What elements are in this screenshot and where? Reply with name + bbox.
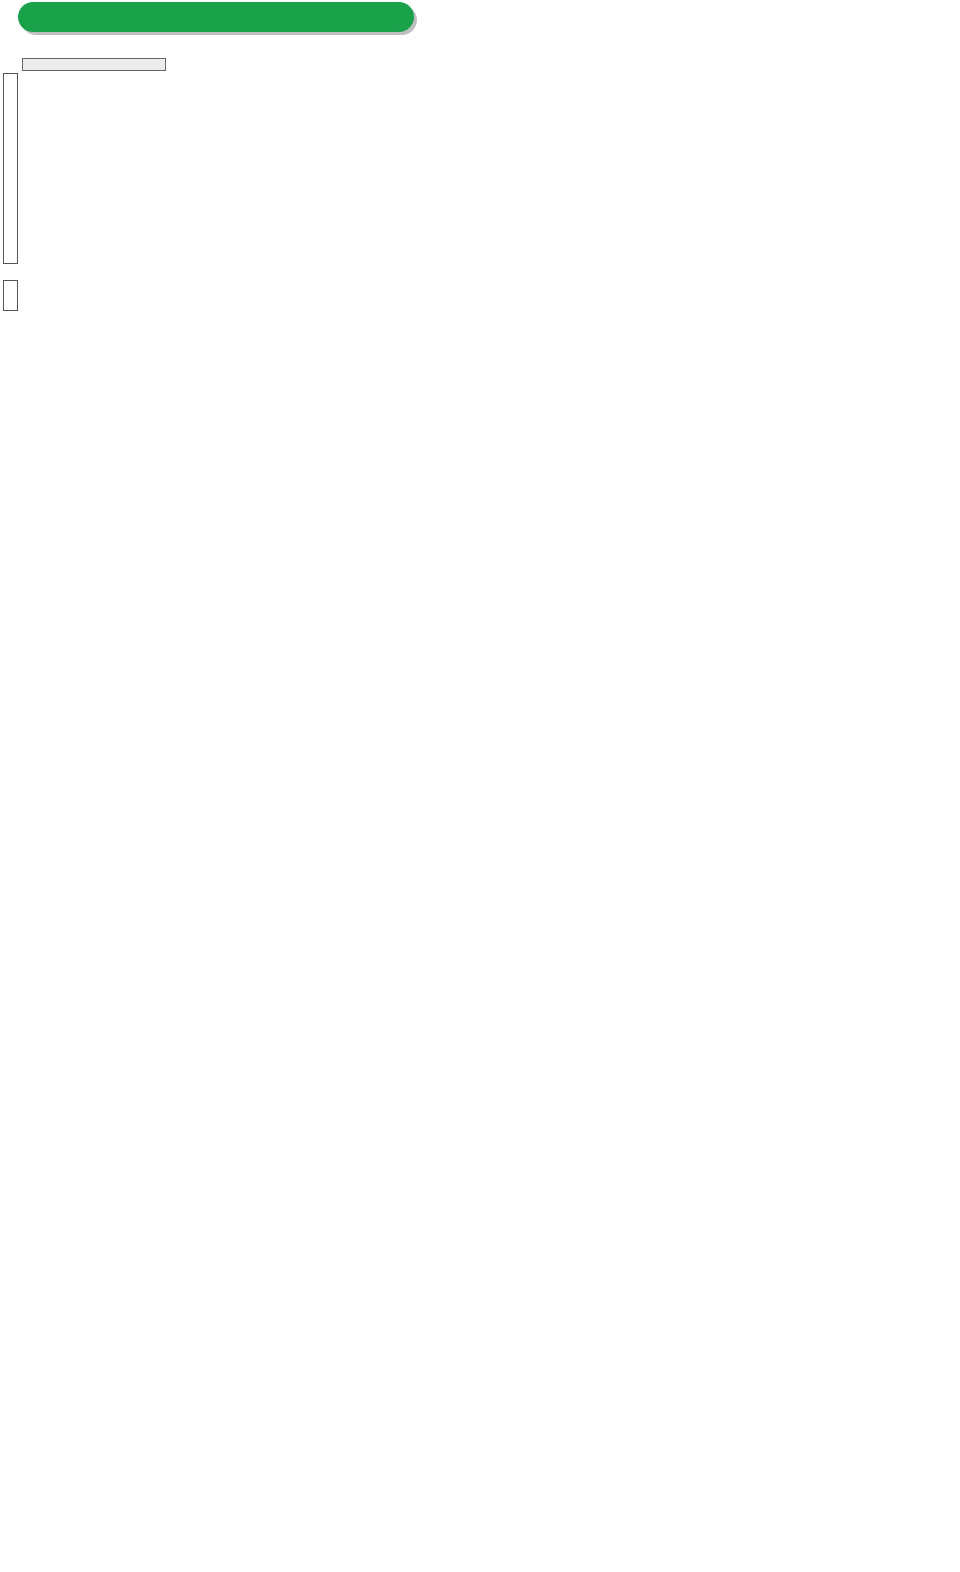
- section-podora-przejsciowa: [496, 308, 960, 618]
- cell: [22, 98, 58, 111]
- group-label: [3, 280, 18, 311]
- cell: [58, 249, 92, 262]
- cell: [92, 199, 164, 212]
- table-row: [22, 249, 166, 262]
- cell: [22, 174, 58, 187]
- section-kolano-45: [18, 2, 488, 302]
- cell: [58, 186, 92, 199]
- table-row: [22, 136, 166, 149]
- cell: [22, 199, 58, 212]
- table-header: [22, 58, 166, 71]
- cell: [22, 186, 58, 199]
- cell: [22, 123, 58, 136]
- table-row: [22, 123, 166, 136]
- cell: [58, 86, 92, 99]
- cell: [92, 212, 164, 225]
- table-row: [22, 111, 166, 124]
- column-header: [93, 59, 165, 70]
- cell: [58, 212, 92, 225]
- cell: [22, 237, 58, 250]
- section-title-banner: [18, 2, 414, 32]
- cell: [92, 186, 164, 199]
- cell: [58, 161, 92, 174]
- cell: [22, 282, 58, 295]
- table-row: [22, 212, 166, 225]
- table-row: [22, 186, 166, 199]
- cell: [22, 73, 58, 86]
- cell: [58, 149, 92, 162]
- table-row: [22, 199, 166, 212]
- cell: [22, 86, 58, 99]
- group-label: [3, 73, 18, 264]
- section-kolano-z-wyczystka: [18, 618, 488, 928]
- cell: [92, 249, 164, 262]
- section-krociec-pomiarowy-25: [18, 1235, 488, 1540]
- cell: [22, 149, 58, 162]
- cell: [58, 123, 92, 136]
- cell: [92, 295, 164, 308]
- cell: [58, 282, 92, 295]
- cell: [58, 73, 92, 86]
- section-zlaczka-dwukielichowa: [496, 1237, 960, 1542]
- table-row: [22, 98, 166, 111]
- cell: [22, 224, 58, 237]
- cell: [92, 86, 164, 99]
- table-row: [22, 161, 166, 174]
- cell: [92, 149, 164, 162]
- table-row: [22, 86, 166, 99]
- cell: [92, 237, 164, 250]
- cell: [58, 111, 92, 124]
- cell: [58, 174, 92, 187]
- table-row: [22, 224, 166, 237]
- spec-table: [22, 58, 166, 307]
- cell: [92, 98, 164, 111]
- cell: [22, 249, 58, 262]
- cell: [58, 199, 92, 212]
- cell: [22, 136, 58, 149]
- column-header: [23, 59, 59, 70]
- cell: [92, 73, 164, 86]
- section-kolano-90: [18, 308, 488, 618]
- cell: [92, 224, 164, 237]
- table-row: [22, 237, 166, 250]
- cell: [92, 161, 164, 174]
- section-krociec-pomiarowy-64: [496, 2, 960, 302]
- cell: [22, 295, 58, 308]
- cell: [92, 111, 164, 124]
- section-teleskop: [18, 928, 488, 1233]
- cell: [92, 282, 164, 295]
- cell: [22, 212, 58, 225]
- cell: [92, 123, 164, 136]
- column-header: [59, 59, 93, 70]
- table-row: [22, 295, 166, 308]
- cell: [22, 161, 58, 174]
- cell: [58, 237, 92, 250]
- table-row: [22, 149, 166, 162]
- cell: [92, 174, 164, 187]
- table-row: [22, 282, 166, 295]
- cell: [58, 136, 92, 149]
- cell: [58, 224, 92, 237]
- cell: [58, 98, 92, 111]
- table-row: [22, 174, 166, 187]
- cell: [22, 111, 58, 124]
- table-row: [22, 73, 166, 86]
- section-redukcja: [494, 619, 960, 929]
- cell: [92, 136, 164, 149]
- section-redukcja-odwrotna: [494, 930, 960, 1235]
- cell: [58, 295, 92, 308]
